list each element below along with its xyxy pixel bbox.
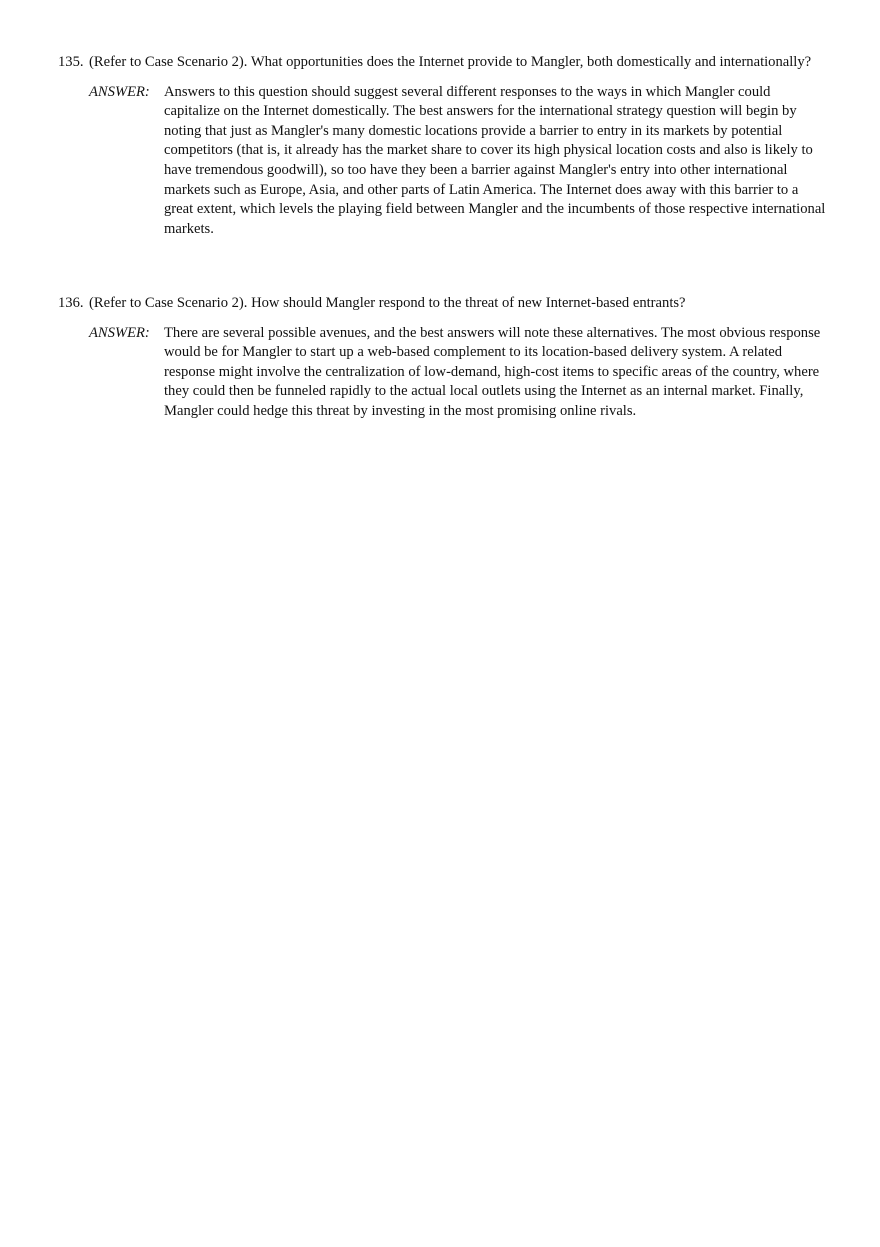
answer-text: Answers to this question should suggest several different responses to the ways in which Mangler could capitalize on the Internet domestically. The best answers for the international strategy question will begin by noting that just as Mangler's many domestic locations provide a barrier to entry in its markets by potential competitors (that is, it already has the market share to cover its high physical location costs and also is likely to have tremendous goodwill), so too have they been a barrier against Mangler's entry into other international markets such as Europe, Asia, and other parts of Latin America. The Internet does away with this barrier to a great extent, which levels the playing field between Mangler and the incumbents of those respective international markets. bbox=[164, 83, 826, 237]
question-block-135 bbox=[58, 53, 828, 239]
answer-label: ANSWER: bbox=[89, 83, 150, 100]
answer-text: There are several possible avenues, and the best answers will note these alternatives. The most obvious response would be for Mangler to start up a web-based complement to its location-based delivery system. A related response might involve the centralization of low-demand, high-cost items to specific areas of the country, where they could then be funneled rapidly to the actual local outlets using the Internet as an internal market. Finally, Mangler could hedge this threat by investing in the most promising online rivals. bbox=[164, 324, 821, 419]
question-136 bbox=[58, 294, 828, 314]
answer-135 bbox=[58, 83, 828, 240]
question-number: 135. bbox=[58, 54, 84, 70]
question-text: (Refer to Case Scenario 2). How should Mangler respond to the threat of new Internet-based entrants? bbox=[89, 295, 686, 311]
answer-label: ANSWER: bbox=[89, 324, 150, 341]
question-135 bbox=[58, 53, 828, 73]
question-block-136 bbox=[58, 294, 828, 422]
question-text: (Refer to Case Scenario 2). What opportunities does the Internet provide to Mangler, both domestically and internationally? bbox=[89, 54, 812, 70]
question-number: 136. bbox=[58, 295, 84, 311]
answer-136 bbox=[58, 324, 828, 422]
